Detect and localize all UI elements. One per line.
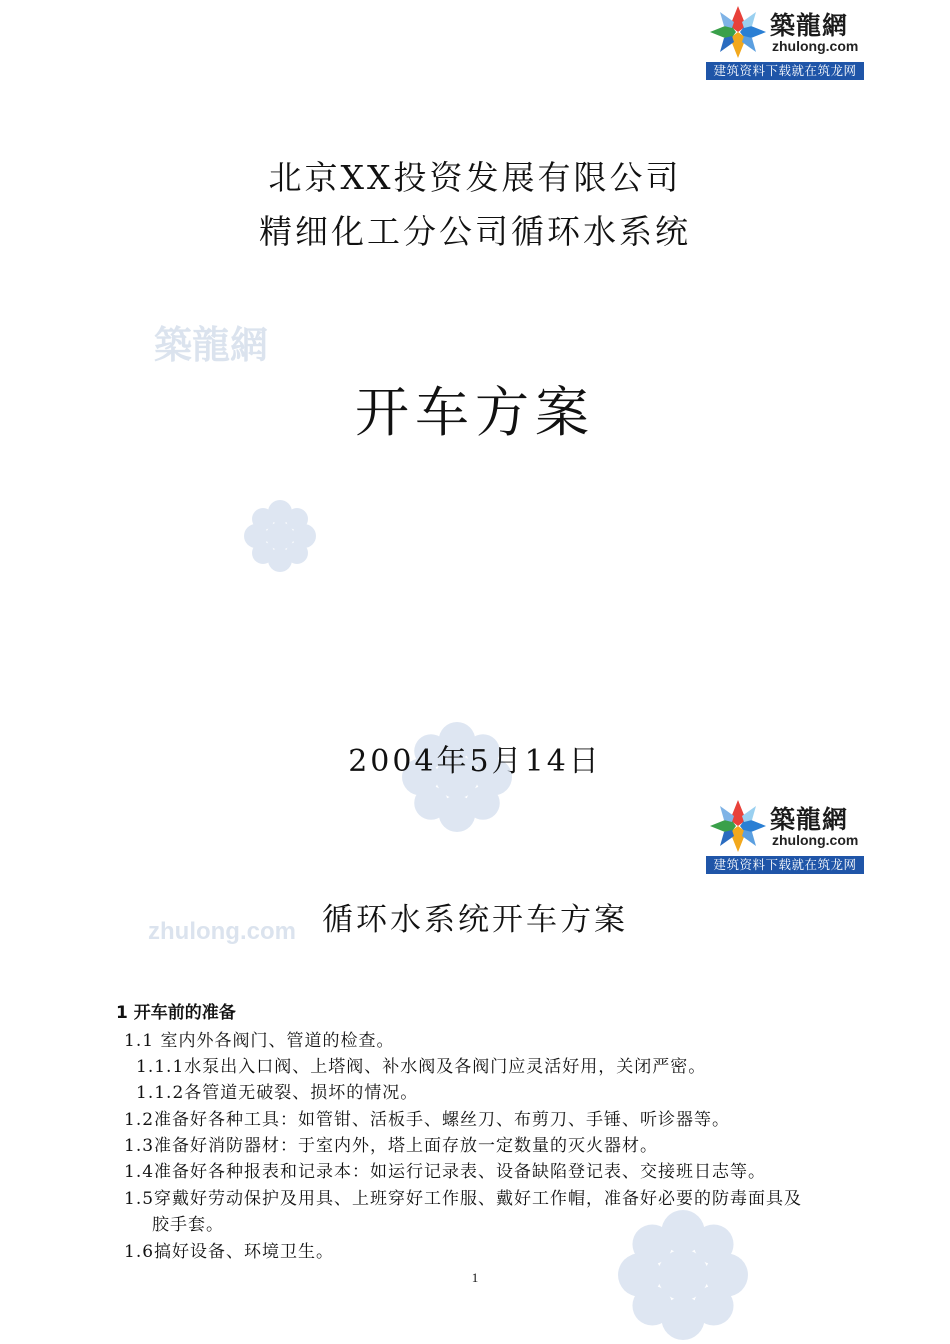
list-item: 1.2准备好各种工具：如管钳、活板手、螺丝刀、布剪刀、手锤、听诊器等。 <box>124 1110 731 1130</box>
cover-company-line1: 北京XX投资发展有限公司 <box>268 158 682 197</box>
logo-slogan-bar: 建筑资料下载就在筑龙网 <box>706 856 864 874</box>
list-item: 1.5穿戴好劳动保护及用具、上班穿好工作服、戴好工作帽，准备好必要的防毒面具及 <box>124 1189 803 1209</box>
watermark-site-text: zhulong.com <box>148 918 296 945</box>
page-number: 1 <box>471 1270 479 1285</box>
watermark-flower-icon <box>244 500 316 572</box>
zhulong-logo-mid: 築龍網 zhulong.com 建筑资料下载就在筑龙网 <box>706 796 864 874</box>
list-item: 1.4准备好各种报表和记录本：如运行记录表、设备缺陷登记表、交接班日志等。 <box>124 1162 767 1182</box>
zhulong-flower-icon <box>708 4 768 60</box>
list-item: 1.1.1水泵出入口阀、上塔阀、补水阀及各阀门应灵活好用，关闭严密。 <box>136 1057 707 1077</box>
list-item: 1.1.2各管道无破裂、损坏的情况。 <box>136 1083 419 1103</box>
watermark-logo-text: 築龍網 <box>154 323 269 367</box>
list-item: 1.1 室内外各阀门、管道的检查。 <box>124 1031 395 1051</box>
list-item: 1.6搞好设备、环境卫生。 <box>124 1242 335 1262</box>
section-heading: 1 开车前的准备 <box>116 1003 236 1023</box>
zhulong-logo-top: 築龍網 zhulong.com 建筑资料下载就在筑龙网 <box>706 2 864 80</box>
cover-date: 2004年5月14日 <box>348 744 602 779</box>
cover-title: 开车方案 <box>355 381 595 444</box>
section-title: 循环水系统开车方案 <box>322 902 628 938</box>
cover-company-line2: 精细化工分公司循环水系统 <box>259 212 691 251</box>
zhulong-flower-icon <box>708 798 768 854</box>
logo-slogan-bar: 建筑资料下载就在筑龙网 <box>706 62 864 80</box>
list-item: 1.3准备好消防器材：于室内外，塔上面存放一定数量的灭火器材。 <box>124 1136 659 1156</box>
list-item: 胶手套。 <box>152 1215 224 1235</box>
